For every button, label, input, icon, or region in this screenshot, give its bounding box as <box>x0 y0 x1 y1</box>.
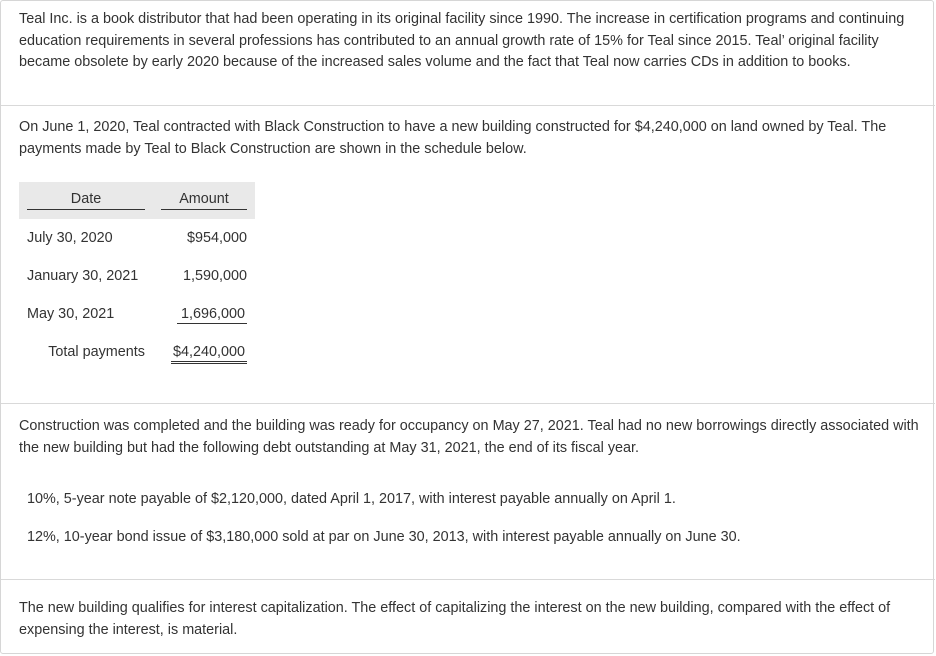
intro-paragraph-2: On June 1, 2020, Teal contracted with Black Construction to have a new building constructed for $4,240,000 on land owned by Teal. The payments made by Teal to Black Construction are shown in the schedule below. <box>19 119 887 157</box>
total-payments-label: Total payments <box>48 344 145 360</box>
payment-amount: 1,696,000 <box>153 295 255 333</box>
column-header-date: Date <box>19 182 153 219</box>
table-header-row <box>19 182 255 219</box>
payment-date: May 30, 2021 <box>27 306 115 322</box>
intro-paragraph-1: Teal Inc. is a book distributor that had been operating in its original facility since 1990. The increase in certification programs and continuing education requirements in several professions has contributed to an annual growth rate of 15% for Teal since 2015. Teal’ original facility became obsolete by early 2020 because of the increased sales volume and the fact that Teal now carries CDs in addition to books. <box>19 11 905 70</box>
construction-paragraph: Construction was completed and the building was ready for occupancy on May 27, 2021. Teal had no new borrowings directly associated with the new building but had the following debt outstanding at May 31, 2021, the end of its fiscal year. <box>19 418 919 456</box>
section-divider <box>1 579 935 580</box>
table-row <box>19 257 255 295</box>
table-row <box>19 295 255 333</box>
payment-amount: 1,590,000 <box>182 268 247 284</box>
payment-date: January 30, 2021 <box>27 268 139 284</box>
debt-item-note: 10%, 5-year note payable of $2,120,000, dated April 1, 2017, with interest payable annually on April 1. <box>27 491 676 507</box>
payment-schedule-table <box>19 182 255 371</box>
payment-amount: $954,000 <box>186 230 247 246</box>
column-header-amount: Amount <box>153 182 255 219</box>
conclusion-paragraph: The new building qualifies for interest capitalization. The effect of capitalizing the interest on the new building, compared with the effect of expensing the interest, is material. <box>19 600 891 638</box>
table-total-row <box>19 333 255 371</box>
table-row <box>19 219 255 257</box>
section-divider <box>1 403 935 404</box>
total-payments-amount: $4,240,000 <box>153 333 255 371</box>
section-divider <box>1 105 935 106</box>
debt-item-bond: 12%, 10-year bond issue of $3,180,000 sold at par on June 30, 2013, with interest payable annually on June 30. <box>27 529 741 545</box>
payment-date: July 30, 2020 <box>27 230 113 246</box>
